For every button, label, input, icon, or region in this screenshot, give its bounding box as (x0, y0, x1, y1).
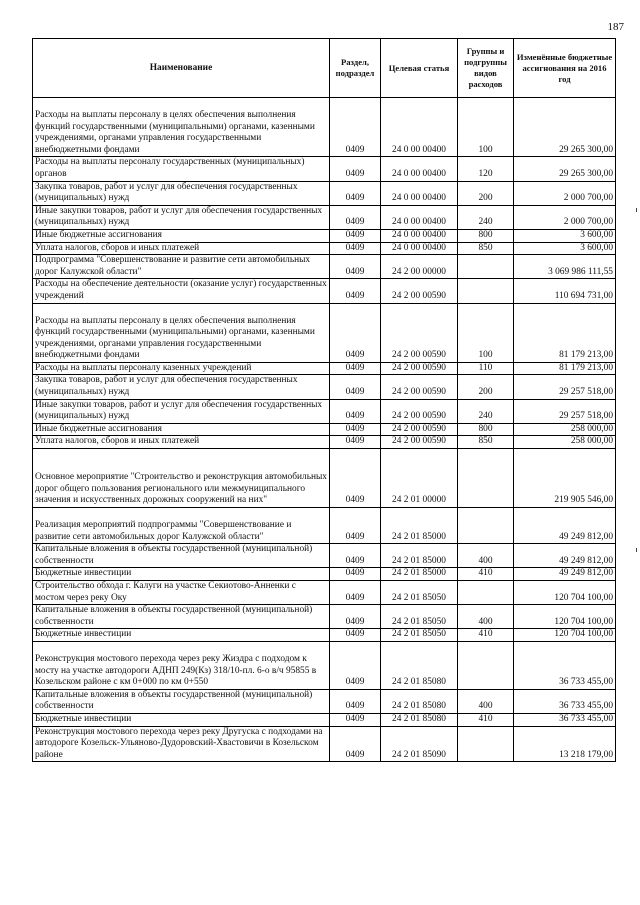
cell-group: 200 (458, 375, 514, 399)
cell-target: 24 2 00 00590 (381, 316, 458, 363)
cell-target: 24 0 00 00400 (381, 157, 458, 181)
cell-amount: 120 704 100,00 (514, 629, 616, 642)
cell-section: 0409 (330, 375, 381, 399)
header-group: Группы и подгруппы видов расходов (458, 39, 514, 98)
cell-amount: 29 257 518,00 (514, 399, 616, 423)
row-spacer (33, 508, 616, 521)
spacer-cell (381, 508, 458, 521)
cell-group (458, 520, 514, 544)
cell-section: 0409 (330, 605, 381, 629)
cell-section: 0409 (330, 568, 381, 581)
cell-amount: 3 600,00 (514, 229, 616, 242)
table-row (33, 629, 616, 642)
budget-allocations-table (32, 38, 616, 762)
cell-section: 0409 (330, 205, 381, 229)
cell-group: 850 (458, 436, 514, 449)
table-row (33, 157, 616, 181)
table-row (33, 242, 616, 255)
cell-name: Закупка товаров, работ и услуг для обеспечения государственных (муниципальных) нужд (33, 375, 330, 399)
table-row (33, 279, 616, 303)
cell-name: Иные закупки товаров, работ и услуг для обеспечения государственных (муниципальных) нужд (33, 399, 330, 423)
cell-section: 0409 (330, 436, 381, 449)
cell-name: Закупка товаров, работ и услуг для обеспечения государственных (муниципальных) нужд (33, 181, 330, 205)
cell-target: 24 2 01 00000 (381, 449, 458, 508)
cell-amount: 219 905 546,00 (514, 449, 616, 508)
cell-section: 0409 (330, 316, 381, 363)
cell-amount: 258 000,00 (514, 436, 616, 449)
cell-section: 0409 (330, 449, 381, 508)
table-row (33, 726, 616, 762)
spacer-cell (458, 508, 514, 521)
scan-edge-mark (636, 208, 637, 212)
cell-target: 24 2 01 85000 (381, 568, 458, 581)
cell-name: Реконструкция мостового перехода через реку Жиздра с подходом к мосту на участке автодороги АДНП 249(Кз) 318/10-пл. 6-о в/ч 95855 в Козельском районе с км 0+000 по км 0+550 (33, 654, 330, 689)
cell-name: Уплата налогов, сборов и иных платежей (33, 436, 330, 449)
cell-amount: 81 179 213,00 (514, 362, 616, 375)
cell-name: Бюджетные инвестиции (33, 629, 330, 642)
cell-target: 24 2 01 85090 (381, 726, 458, 762)
cell-amount: 258 000,00 (514, 423, 616, 436)
spacer-cell (330, 303, 381, 316)
row-spacer (33, 98, 616, 111)
cell-amount: 49 249 812,00 (514, 544, 616, 568)
cell-section: 0409 (330, 423, 381, 436)
cell-section: 0409 (330, 157, 381, 181)
cell-target: 24 2 00 00590 (381, 399, 458, 423)
cell-group: 120 (458, 157, 514, 181)
table-row (33, 568, 616, 581)
spacer-cell (381, 641, 458, 654)
cell-name: Иные бюджетные ассигнования (33, 229, 330, 242)
cell-amount: 110 694 731,00 (514, 279, 616, 303)
cell-name: Бюджетные инвестиции (33, 568, 330, 581)
header-name: Наименование (33, 39, 330, 98)
cell-amount: 29 257 518,00 (514, 375, 616, 399)
cell-target: 24 2 00 00590 (381, 423, 458, 436)
cell-name: Капитальные вложения в объекты государственной (муниципальной) собственности (33, 605, 330, 629)
cell-group: 410 (458, 713, 514, 726)
header-amount: Изменённые бюджетные ассигнования на 2016 год (514, 39, 616, 98)
cell-target: 24 2 00 00590 (381, 375, 458, 399)
cell-target: 24 2 00 00590 (381, 279, 458, 303)
spacer-cell (514, 641, 616, 654)
table-row (33, 423, 616, 436)
spacer-cell (330, 508, 381, 521)
spacer-cell (33, 508, 330, 521)
cell-group: 100 (458, 110, 514, 157)
cell-target: 24 0 00 00400 (381, 229, 458, 242)
cell-name: Основное мероприятие "Строительство и реконструкция автомобильных дорог общего пользования регионального или межмуниципального значения и искусственных дорожных сооружений на них" (33, 449, 330, 508)
cell-group (458, 279, 514, 303)
cell-section: 0409 (330, 654, 381, 689)
cell-group: 410 (458, 629, 514, 642)
cell-group (458, 654, 514, 689)
cell-section: 0409 (330, 279, 381, 303)
cell-group: 800 (458, 423, 514, 436)
header-target: Целевая статья (381, 39, 458, 98)
table-row (33, 255, 616, 279)
cell-section: 0409 (330, 399, 381, 423)
spacer-cell (33, 98, 330, 111)
cell-amount: 120 704 100,00 (514, 581, 616, 605)
cell-amount: 36 733 455,00 (514, 654, 616, 689)
table-body (33, 98, 616, 762)
table-row (33, 375, 616, 399)
table-row (33, 605, 616, 629)
spacer-cell (381, 303, 458, 316)
table-row (33, 229, 616, 242)
cell-name: Расходы на выплаты персоналу государственных (муниципальных) органов (33, 157, 330, 181)
cell-target: 24 2 01 85080 (381, 654, 458, 689)
table-row (33, 436, 616, 449)
table-row (33, 316, 616, 363)
cell-name: Подпрограмма "Совершенствование и развитие сети автомобильных дорог Калужской области" (33, 255, 330, 279)
cell-section: 0409 (330, 362, 381, 375)
cell-target: 24 2 01 85080 (381, 689, 458, 713)
table-header-row (33, 39, 616, 98)
cell-section: 0409 (330, 689, 381, 713)
cell-section: 0409 (330, 629, 381, 642)
cell-target: 24 2 01 85080 (381, 713, 458, 726)
table-row (33, 205, 616, 229)
cell-section: 0409 (330, 581, 381, 605)
spacer-cell (458, 98, 514, 111)
table-row (33, 110, 616, 157)
spacer-cell (458, 303, 514, 316)
spacer-cell (514, 303, 616, 316)
cell-amount: 81 179 213,00 (514, 316, 616, 363)
spacer-cell (514, 98, 616, 111)
row-spacer (33, 641, 616, 654)
table-row (33, 449, 616, 508)
cell-group: 240 (458, 399, 514, 423)
spacer-cell (33, 641, 330, 654)
table-row (33, 689, 616, 713)
cell-amount: 2 000 700,00 (514, 181, 616, 205)
cell-group (458, 255, 514, 279)
spacer-cell (458, 641, 514, 654)
cell-amount: 36 733 455,00 (514, 713, 616, 726)
cell-name: Иные закупки товаров, работ и услуг для обеспечения государственных (муниципальных) нужд (33, 205, 330, 229)
page-number: 187 (607, 21, 624, 33)
table-row (33, 399, 616, 423)
cell-section: 0409 (330, 242, 381, 255)
cell-target: 24 2 01 85050 (381, 629, 458, 642)
cell-group (458, 581, 514, 605)
cell-group: 100 (458, 316, 514, 363)
cell-amount: 13 218 179,00 (514, 726, 616, 762)
cell-target: 24 0 00 00400 (381, 242, 458, 255)
cell-section: 0409 (330, 544, 381, 568)
table-row (33, 581, 616, 605)
cell-group (458, 726, 514, 762)
cell-target: 24 2 01 85050 (381, 581, 458, 605)
cell-amount: 29 265 300,00 (514, 157, 616, 181)
cell-target: 24 0 00 00400 (381, 181, 458, 205)
cell-name: Уплата налогов, сборов и иных платежей (33, 242, 330, 255)
cell-name: Реализация мероприятий подпрограммы "Совершенствование и развитие сети автомобильных дорог Калужской области" (33, 520, 330, 544)
cell-section: 0409 (330, 726, 381, 762)
spacer-cell (33, 303, 330, 316)
cell-section: 0409 (330, 520, 381, 544)
cell-group: 400 (458, 544, 514, 568)
cell-name: Расходы на выплаты персоналу в целях обеспечения выполнения функций государственными (муниципальными) органами, казенными учреждениями, органами управления государственными внебюджетными фондами (33, 316, 330, 363)
cell-target: 24 2 01 85000 (381, 520, 458, 544)
spacer-cell (330, 98, 381, 111)
cell-amount: 49 249 812,00 (514, 520, 616, 544)
cell-group: 240 (458, 205, 514, 229)
table-row (33, 181, 616, 205)
cell-name: Расходы на выплаты персоналу в целях обеспечения выполнения функций государственными (муниципальными) органами, казенными учреждениями, органами управления государственными внебюджетными фондами (33, 110, 330, 157)
cell-amount: 29 265 300,00 (514, 110, 616, 157)
cell-section: 0409 (330, 229, 381, 242)
cell-group: 800 (458, 229, 514, 242)
cell-amount: 3 600,00 (514, 242, 616, 255)
cell-group: 110 (458, 362, 514, 375)
cell-group: 400 (458, 689, 514, 713)
cell-amount: 3 069 986 111,55 (514, 255, 616, 279)
table-row (33, 544, 616, 568)
cell-group: 400 (458, 605, 514, 629)
cell-target: 24 2 01 85000 (381, 544, 458, 568)
scan-edge-mark (636, 548, 637, 552)
cell-amount: 49 249 812,00 (514, 568, 616, 581)
cell-name: Капитальные вложения в объекты государственной (муниципальной) собственности (33, 689, 330, 713)
cell-target: 24 0 00 00400 (381, 205, 458, 229)
cell-amount: 36 733 455,00 (514, 689, 616, 713)
cell-name: Реконструкция мостового перехода через реку Другуска с подходами на автодороге Козельск-Ульяново-Дудоровский-Хвастовичи в Козельском районе (33, 726, 330, 762)
cell-group: 410 (458, 568, 514, 581)
spacer-cell (330, 641, 381, 654)
cell-name: Капитальные вложения в объекты государственной (муниципальной) собственности (33, 544, 330, 568)
cell-target: 24 2 00 00000 (381, 255, 458, 279)
table-row (33, 654, 616, 689)
cell-name: Бюджетные инвестиции (33, 713, 330, 726)
header-section: Раздел, подраздел (330, 39, 381, 98)
cell-group (458, 449, 514, 508)
table-row (33, 520, 616, 544)
cell-section: 0409 (330, 110, 381, 157)
spacer-cell (381, 98, 458, 111)
cell-amount: 2 000 700,00 (514, 205, 616, 229)
cell-target: 24 0 00 00400 (381, 110, 458, 157)
cell-target: 24 2 00 00590 (381, 436, 458, 449)
table-row (33, 713, 616, 726)
cell-name: Расходы на обеспечение деятельности (оказание услуг) государственных учреждений (33, 279, 330, 303)
cell-group: 850 (458, 242, 514, 255)
cell-group: 200 (458, 181, 514, 205)
spacer-cell (514, 508, 616, 521)
row-spacer (33, 303, 616, 316)
cell-target: 24 2 01 85050 (381, 605, 458, 629)
cell-target: 24 2 00 00590 (381, 362, 458, 375)
cell-name: Иные бюджетные ассигнования (33, 423, 330, 436)
table-row (33, 362, 616, 375)
cell-amount: 120 704 100,00 (514, 605, 616, 629)
cell-name: Расходы на выплаты персоналу казенных учреждений (33, 362, 330, 375)
cell-section: 0409 (330, 255, 381, 279)
cell-section: 0409 (330, 713, 381, 726)
cell-section: 0409 (330, 181, 381, 205)
cell-name: Строительство обхода г. Калуги на участке Секиотово-Анненки с мостом через реку Оку (33, 581, 330, 605)
